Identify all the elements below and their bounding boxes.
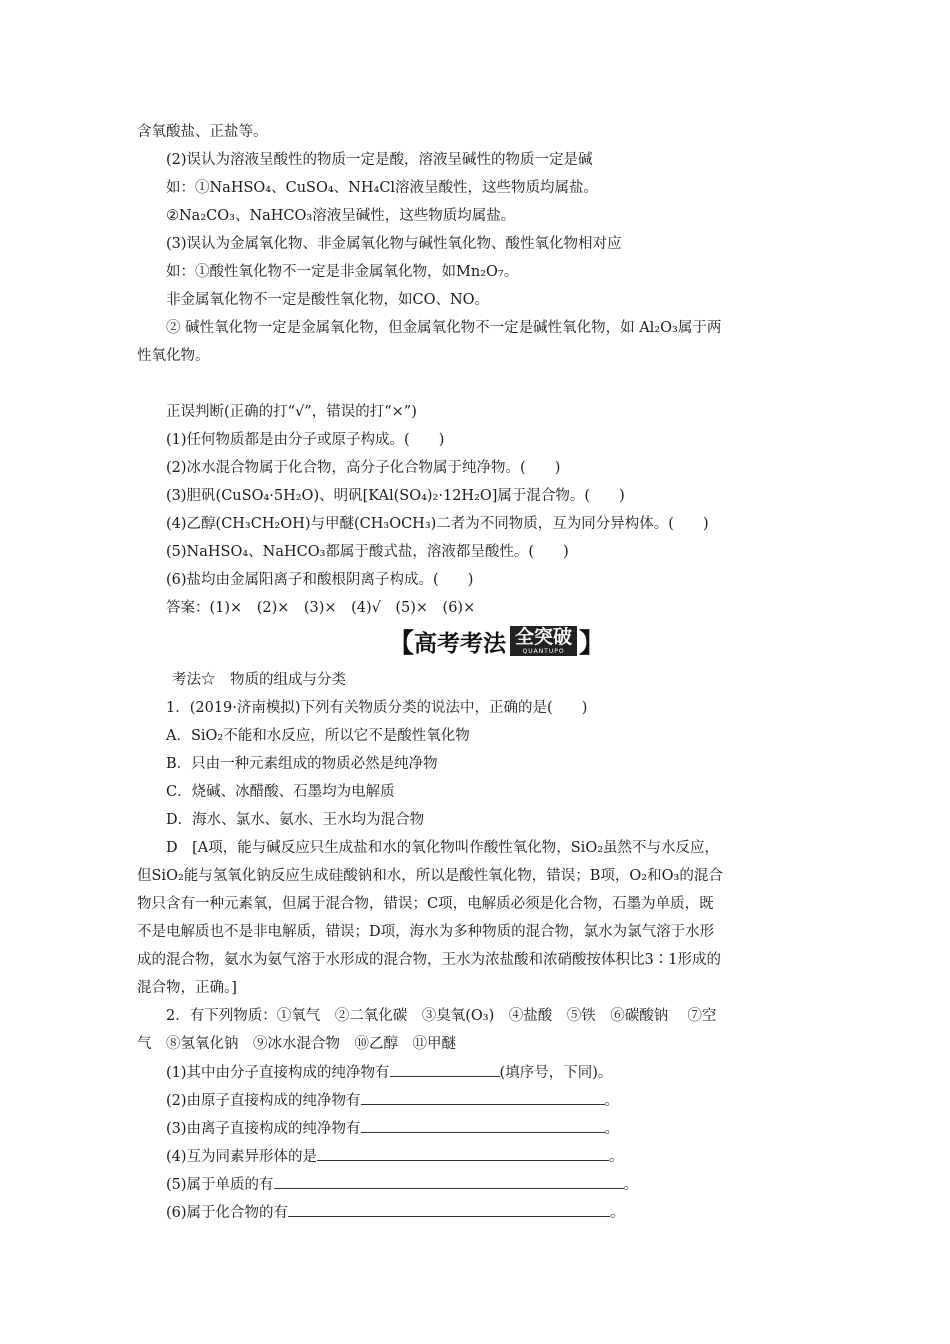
question-stem: 2．有下列物质：①氧气 ②二氧化碳 ③臭氧(O₃) ④盐酸 ⑤铁 ⑥碳酸钠 ⑦空 bbox=[166, 1008, 717, 1024]
analysis-line: 物只含有一种元素氧，但属于混合物，错误；C项，电解质必须是化合物，石墨为单质，既 bbox=[137, 896, 714, 912]
answer-blank[interactable] bbox=[274, 1174, 624, 1189]
banner-left-bracket: 【 bbox=[388, 628, 415, 659]
judge-item: (1)任何物质都是由分子或原子构成。( ) bbox=[166, 432, 445, 448]
sub-question-text: (3)由离子直接构成的纯净物有 bbox=[166, 1121, 361, 1137]
sub-question bbox=[166, 1174, 638, 1195]
sub-question-text: (6)属于化合物的有 bbox=[166, 1205, 289, 1221]
banner-badge-subtext: QUANTUPO bbox=[522, 648, 565, 655]
judge-item: (3)胆矾(CuSO₄·5H₂O)、明矾[KAl(SO₄)₂·12H₂O]属于混合物。( ) bbox=[166, 488, 625, 504]
analysis-line: 不是电解质也不是非电解质，错误；D项，海水为多种物质的混合物，氯水为氯气溶于水形 bbox=[137, 924, 715, 940]
sub-question-text: (1)其中由分子直接构成的纯净物有 bbox=[166, 1065, 390, 1081]
text-line: 性氧化物。 bbox=[137, 348, 210, 364]
text-line: (3)误认为金属氧化物、非金属氧化物与碱性氧化物、酸性氧化物相对应 bbox=[166, 236, 622, 252]
question-stem: 气 ⑧氢氧化钠 ⑨冰水混合物 ⑩乙醇 ⑪甲醚 bbox=[137, 1036, 456, 1052]
sub-question-period: 。 bbox=[609, 1149, 624, 1165]
analysis-line: 成的混合物，氨水为氨气溶于水形成的混合物，王水为浓盐酸和浓硝酸按体积比3∶1形成的 bbox=[137, 952, 721, 968]
section-title: 考法☆ 物质的组成与分类 bbox=[172, 672, 346, 688]
sub-question-tail: (填序号，下同)。 bbox=[499, 1065, 613, 1081]
text-line: ②Na₂CO₃、NaHCO₃溶液呈碱性，这些物质均属盐。 bbox=[166, 208, 516, 224]
judge-title: 正误判断(正确的打“√”，错误的打“×”) bbox=[166, 404, 417, 420]
question-option: D．海水、氯水、氨水、王水均为混合物 bbox=[166, 812, 425, 828]
judge-item: (2)冰水混合物属于化合物，高分子化合物属于纯净物。( ) bbox=[166, 460, 561, 476]
sub-question-text: (4)互为同素异形体的是 bbox=[166, 1149, 318, 1165]
judge-item: (6)盐均由金属阳离子和酸根阴离子构成。( ) bbox=[166, 572, 474, 588]
section-banner bbox=[388, 624, 605, 658]
judge-answer: 答案：(1)× (2)× (3)× (4)√ (5)× (6)× bbox=[166, 600, 476, 616]
sub-question-period: 。 bbox=[623, 1177, 639, 1193]
question-option: B．只由一种元素组成的物质必然是纯净物 bbox=[166, 756, 438, 772]
text-line: ② 碱性氧化物一定是金属氧化物，但金属氧化物不一定是碱性氧化物，如 Al₂O₃属于两 bbox=[166, 320, 722, 336]
sub-question-period: 。 bbox=[604, 1121, 620, 1137]
sub-question-text: (2)由原子直接构成的纯净物有 bbox=[166, 1093, 361, 1109]
banner-right-bracket: 】 bbox=[579, 628, 606, 659]
question-option: C．烧碱、冰醋酸、石墨均为电解质 bbox=[166, 784, 395, 800]
sub-question bbox=[166, 1062, 612, 1083]
answer-blank[interactable] bbox=[317, 1146, 609, 1161]
question-option: A．SiO₂不能和水反应，所以它不是酸性氧化物 bbox=[166, 728, 470, 744]
answer-blank[interactable] bbox=[361, 1118, 605, 1133]
text-line: 非金属氧化物不一定是酸性氧化物，如CO、NO。 bbox=[166, 292, 490, 308]
judge-item: (4)乙醇(CH₃CH₂OH)与甲醚(CH₃OCH₃)二者为不同物质，互为同分异构体。( ) bbox=[166, 516, 709, 532]
analysis-line: D [A项，能与碱反应只生成盐和水的氧化物叫作酸性氧化物，SiO₂虽然不与水反应， bbox=[166, 840, 720, 856]
sub-question-period: 。 bbox=[610, 1205, 625, 1221]
sub-question bbox=[166, 1118, 619, 1139]
analysis-line: 混合物，正确。] bbox=[137, 980, 237, 996]
sub-question bbox=[166, 1202, 625, 1223]
sub-question-text: (5)属于单质的有 bbox=[166, 1177, 274, 1193]
question-stem: 1．(2019·济南模拟)下列有关物质分类的说法中，正确的是( ) bbox=[166, 700, 588, 716]
banner-badge bbox=[510, 626, 577, 656]
analysis-line: 但SiO₂能与氢氧化钠反应生成硅酸钠和水，所以是酸性氧化物，错误；B项，O₂和O₃的混合 bbox=[137, 868, 723, 884]
answer-blank[interactable] bbox=[288, 1202, 610, 1217]
text-line: 如：①NaHSO₄、CuSO₄、NH₄Cl溶液呈酸性，这些物质均属盐。 bbox=[166, 180, 599, 196]
sub-question bbox=[166, 1090, 619, 1111]
text-line: (2)误认为溶液呈酸性的物质一定是酸，溶液呈碱性的物质一定是碱 bbox=[166, 152, 593, 168]
judge-item: (5)NaHSO₄、NaHCO₃都属于酸式盐，溶液都呈酸性。( ) bbox=[166, 544, 569, 560]
text-line: 如：①酸性氧化物不一定是非金属氧化物，如Mn₂O₇。 bbox=[166, 264, 519, 280]
sub-question-period: 。 bbox=[604, 1093, 620, 1109]
answer-blank[interactable] bbox=[361, 1090, 605, 1105]
text-line: 含氧酸盐、正盐等。 bbox=[137, 124, 268, 140]
banner-title: 高考考法 bbox=[414, 630, 507, 657]
banner-badge-text: 全突破 bbox=[515, 626, 573, 648]
answer-blank[interactable] bbox=[390, 1062, 500, 1077]
sub-question bbox=[166, 1146, 624, 1167]
